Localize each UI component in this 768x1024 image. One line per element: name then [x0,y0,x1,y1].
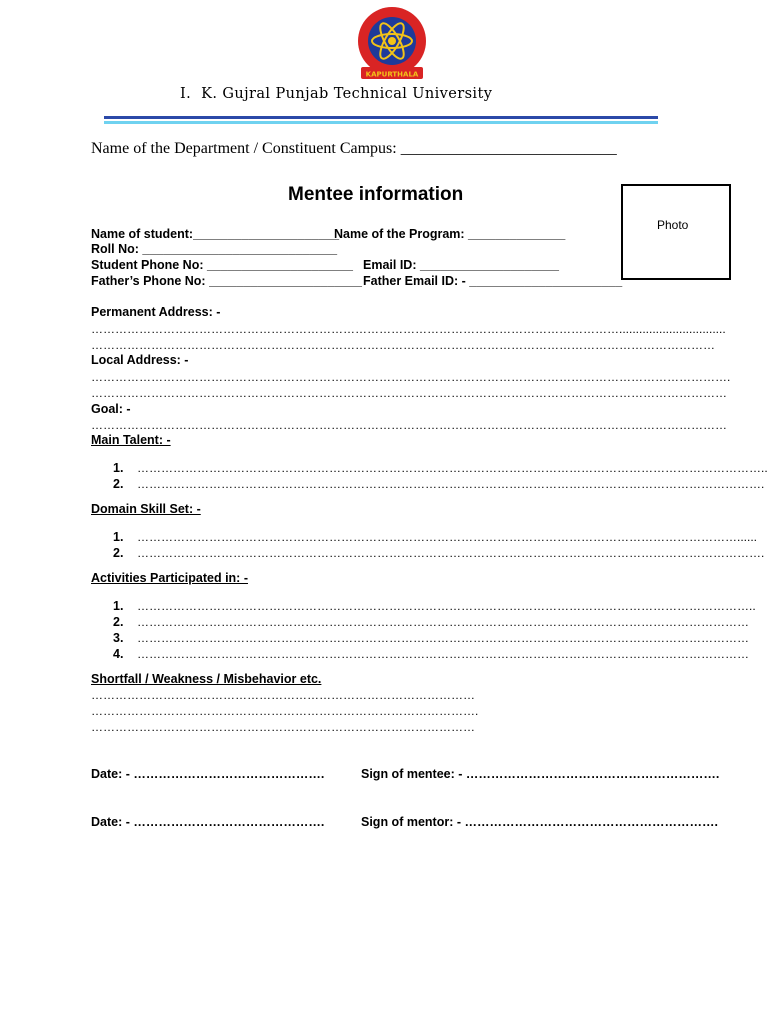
email-field[interactable]: Email ID: ____________________ [363,258,559,272]
university-logo [347,5,437,83]
shortfall-line-3[interactable]: …………………………………………………………………………………… [91,720,475,734]
header-rule-light [104,121,658,124]
sign-mentor-field[interactable]: Sign of mentor: - ……………………………………………………. [361,815,718,829]
activities-label: Activities Participated in: - [91,571,248,585]
shortfall-line-1[interactable]: …………………………………………………………………………………… [91,688,475,702]
student-phone-field[interactable]: Student Phone No: _____________________ [91,258,353,272]
university-name: I. K. Gujral Punjab Technical University [180,86,493,102]
header-rule-dark [104,116,658,119]
activities-item-3[interactable]: 3. ……………………………………………………………………………………………………………………………………… [113,631,749,645]
activities-item-4[interactable]: 4. ……………………………………………………………………………………………………………………………………… [113,647,749,661]
activities-item-2[interactable]: 2. ……………………………………………………………………………………………………………………………………… [113,615,749,629]
date-field-2[interactable]: Date: - ………………………………………. [91,815,325,829]
main-talent-item-1[interactable]: 1. ………………………………………………………………………………………………………………………………………….. [113,461,768,475]
student-name-field[interactable]: Name of student:_____________________ [91,227,340,241]
date-field-1[interactable]: Date: - ………………………………………. [91,767,325,781]
activities-item-1[interactable]: 1. ……………………………………………………………………………………………………………………………………….. [113,599,756,613]
permanent-address-label: Permanent Address: - [91,305,221,319]
domain-skill-item-1[interactable]: 1. ……………………………………………………………………………………………………………………………………...... [113,530,758,544]
goal-label: Goal: - [91,402,131,416]
department-line[interactable]: Name of the Department / Constituent Campus: ___________________________ [91,140,617,157]
main-talent-item-2[interactable]: 2. …………………………………………………………………………………………………………………………………………. [113,477,765,491]
main-talent-label: Main Talent: - [91,433,171,447]
father-phone-field[interactable]: Father’s Phone No: ______________________ [91,274,363,288]
roll-no-field[interactable]: Roll No: ____________________________ [91,242,338,256]
local-address-label: Local Address: - [91,353,189,367]
domain-skill-item-2[interactable]: 2. …………………………………………………………………………………………………………………………………………. [113,546,765,560]
program-field[interactable]: Name of the Program: ______________ [334,227,566,241]
form-title: Mentee information [288,184,464,205]
goal-line-1[interactable]: …………………………………………………………………………………………………………………………………………… [91,418,727,432]
photo-label: Photo [657,218,689,232]
local-address-line-1[interactable]: ……………………………………………………………………………………………………………………………………………. [91,370,731,384]
father-email-field[interactable]: Father Email ID: - ______________________ [363,274,623,288]
shortfall-label: Shortfall / Weakness / Misbehavior etc. [91,672,322,686]
local-address-line-2[interactable]: …………………………………………………………………………………………………………………………………………… [91,386,727,400]
shortfall-line-2[interactable]: ……………………………………………………………………………………. [91,704,479,718]
photo-box[interactable] [621,184,731,280]
permanent-address-line-2[interactable]: ………………………………………………………………………………………………………………………………………… [91,338,715,352]
sign-mentee-field[interactable]: Sign of mentee: - ……………………………………………………. [361,767,720,781]
permanent-address-line-1[interactable]: ……………………………………………………………………………………………………………………................................ [91,322,726,336]
logo-text: KAPURTHALA [365,70,419,79]
domain-skill-label: Domain Skill Set: - [91,502,201,516]
